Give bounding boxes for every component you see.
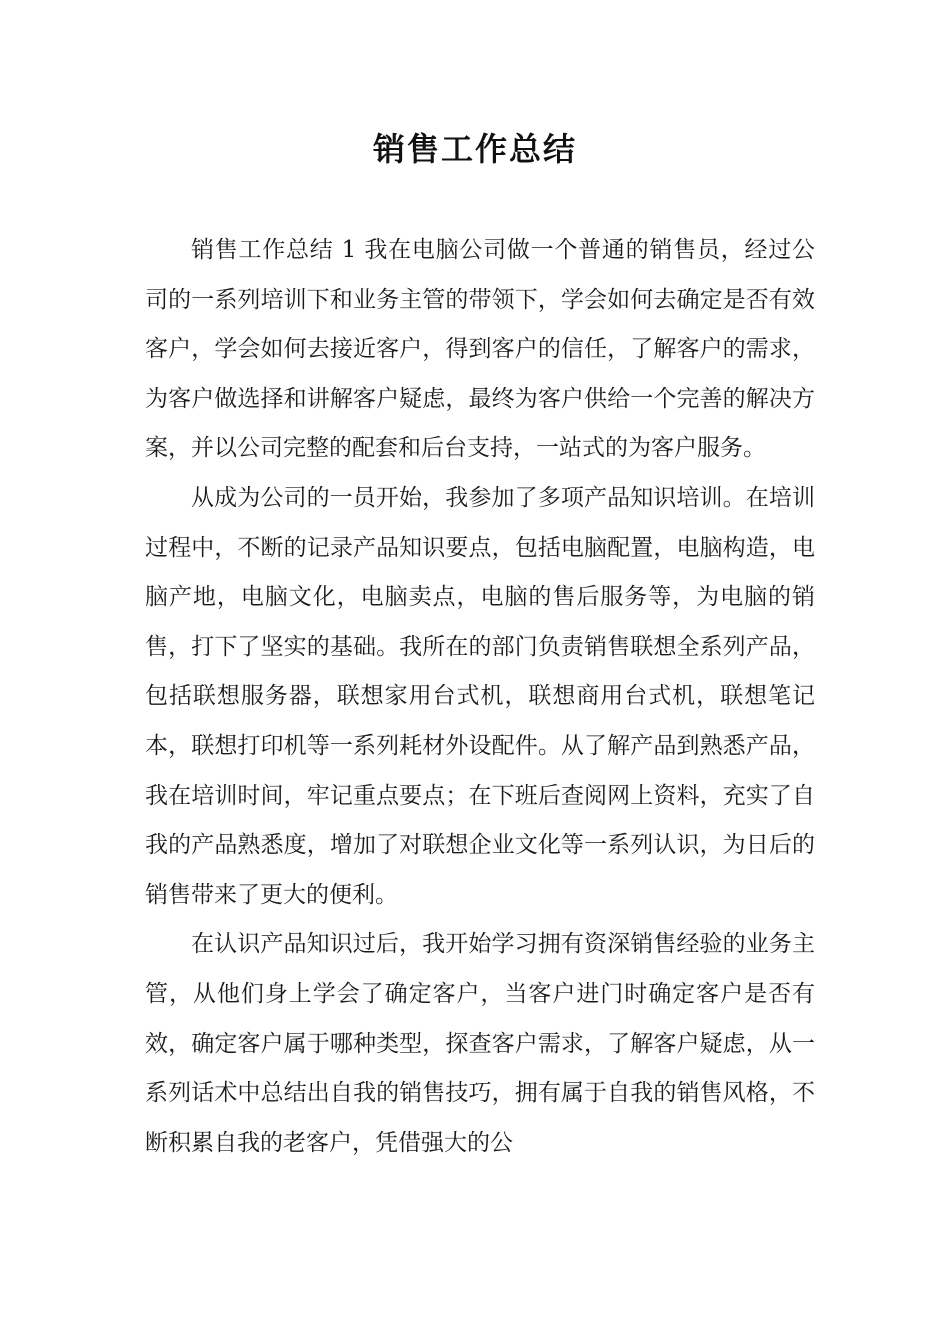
paragraph-1: 销售工作总结 1 我在电脑公司做一个普通的销售员，经过公司的一系列培训下和业务主管的带领下，学会如何去确定是否有效客户，学会如何去接近客户，得到客户的信任，了解客户的需求，为客户做选择和讲解客户疑虑，最终为客户供给一个完善的解决方案，并以公司完整的配套和后台支持，一站式的为客户服务。 [145, 237, 815, 462]
document-body [145, 226, 815, 1168]
paragraph-3: 在认识产品知识过后，我开始学习拥有资深销售经验的业务主管，从他们身上学会了确定客户，当客户进门时确定客户是否有效，确定客户属于哪种类型，探查客户需求，了解客户疑虑，从一系列话术中总结出自我的销售技巧，拥有属于自我的销售风格，不断积累自我的老客户，凭借强大的公 [145, 931, 815, 1156]
paragraph-2: 从成为公司的一员开始，我参加了多项产品知识培训。在培训过程中，不断的记录产品知识要点，包括电脑配置，电脑构造，电脑产地，电脑文化，电脑卖点，电脑的售后服务等，为电脑的销售，打下了坚实的基础。我所在的部门负责销售联想全系列产品，包括联想服务器，联想家用台式机，联想商用台式机，联想笔记本，联想打印机等一系列耗材外设配件。从了解产品到熟悉产品，我在培训时间，牢记重点要点；在下班后查阅网上资料，充实了自我的产品熟悉度，增加了对联想企业文化等一系列认识，为日后的销售带来了更大的便利。 [145, 484, 815, 908]
document-title: 销售工作总结 [372, 130, 577, 168]
